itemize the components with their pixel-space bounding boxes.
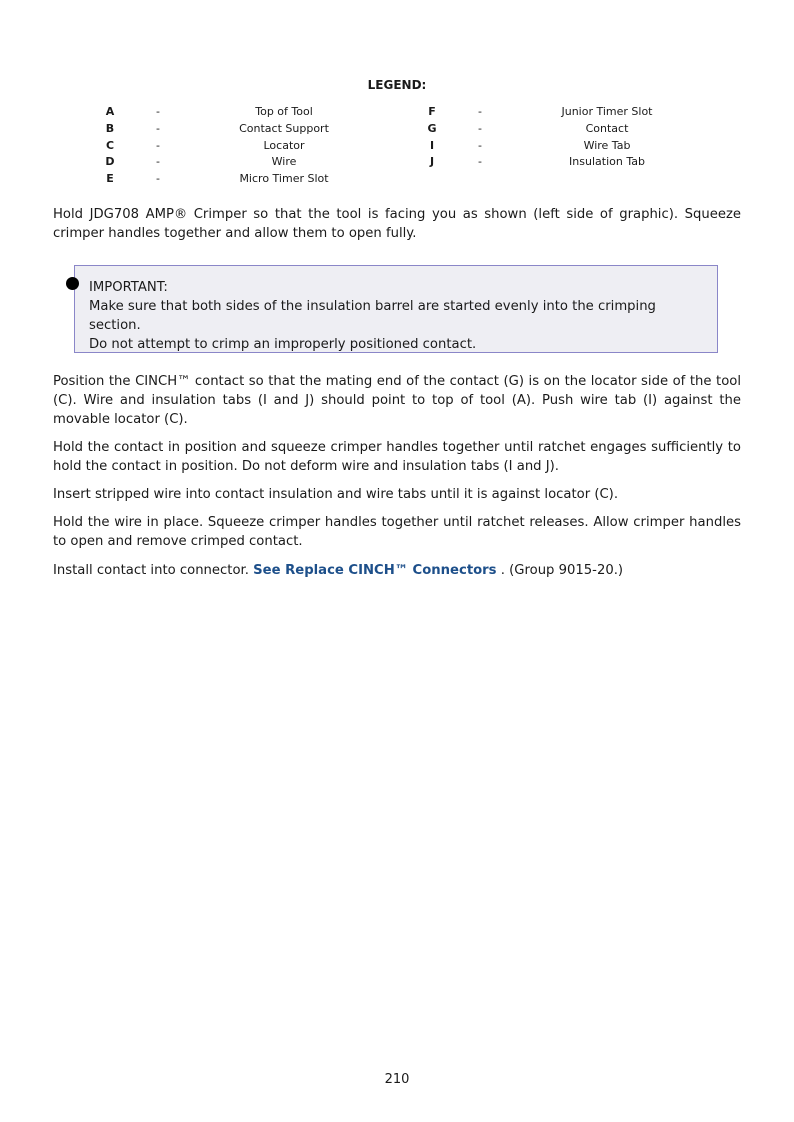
legend-dash: -	[478, 155, 482, 169]
instruction-paragraph-6	[53, 561, 741, 580]
legend-dash: -	[478, 105, 482, 118]
legend-row	[0, 172, 794, 189]
note-line-2: Do not attempt to crimp an improperly positioned contact.	[89, 337, 477, 352]
page-number: 210	[384, 1072, 410, 1087]
legend-dash: -	[156, 105, 160, 118]
install-text: Install contact into connector.	[53, 563, 249, 578]
legend-key: B	[105, 121, 115, 135]
instruction-paragraph-3: Hold the contact in position and squeeze crimper handles together until ratchet engages sufficiently to hold the contact in position. Do not deform wire and insulation tabs (I and J).	[53, 440, 741, 474]
legend-text: Wire Tab	[583, 138, 631, 152]
legend-dash: -	[478, 121, 482, 135]
bullet-icon	[66, 277, 79, 290]
legend-row	[0, 122, 794, 139]
legend-text: Contact	[585, 121, 629, 135]
note-text	[89, 278, 709, 354]
replace-cinch-connectors-link[interactable]: See Replace CINCH™ Connectors	[253, 563, 497, 578]
legend-key: J	[429, 155, 435, 169]
legend-dash: -	[156, 121, 160, 135]
note-heading: IMPORTANT:	[89, 280, 168, 295]
legend-dash: -	[478, 138, 482, 152]
legend-dash: -	[156, 172, 160, 186]
legend-key: G	[427, 121, 437, 135]
legend-row	[0, 155, 794, 172]
note-line-1: Make sure that both sides of the insulation barrel are started evenly into the crimping section.	[89, 299, 656, 333]
important-note	[74, 265, 718, 353]
legend-title: LEGEND:	[367, 78, 427, 92]
legend-text: Locator	[263, 138, 305, 152]
legend-key: I	[429, 138, 435, 152]
legend-text: Insulation Tab	[569, 155, 645, 169]
legend-row	[0, 105, 794, 122]
instruction-paragraph-2: Position the CINCH™ contact so that the mating end of the contact (G) is on the locator side of the tool (C). Wire and insulation tabs (I and J) should point to top of tool (A). Push wire tab (I) against the movable locator (C).	[53, 374, 741, 427]
instruction-paragraph-4: Insert stripped wire into contact insulation and wire tabs until it is against locator (C).	[53, 487, 619, 502]
instruction-paragraph-5: Hold the wire in place. Squeeze crimper handles together until ratchet releases. Allow crimper handles to open and remove crimped contact.	[53, 515, 741, 549]
legend-dash: -	[156, 155, 160, 169]
legend-text: Top of Tool	[255, 105, 313, 118]
instruction-paragraph-1: Hold JDG708 AMP® Crimper so that the tool is facing you as shown (left side of graphic). Squeeze crimper handles together and allow them to open fully.	[53, 207, 741, 241]
legend-key: D	[105, 155, 115, 169]
group-reference: . (Group 9015-20.)	[500, 563, 624, 578]
legend-table	[0, 105, 794, 189]
legend-key: A	[105, 105, 115, 118]
legend-dash: -	[156, 138, 160, 152]
legend-text: Wire	[271, 155, 297, 169]
legend-text: Micro Timer Slot	[239, 172, 329, 186]
legend-key: C	[105, 138, 115, 152]
legend-key: F	[428, 105, 436, 118]
legend-key: E	[106, 172, 114, 186]
legend-text: Junior Timer Slot	[561, 105, 653, 118]
legend-row	[0, 139, 794, 156]
legend-text: Contact Support	[239, 121, 329, 135]
